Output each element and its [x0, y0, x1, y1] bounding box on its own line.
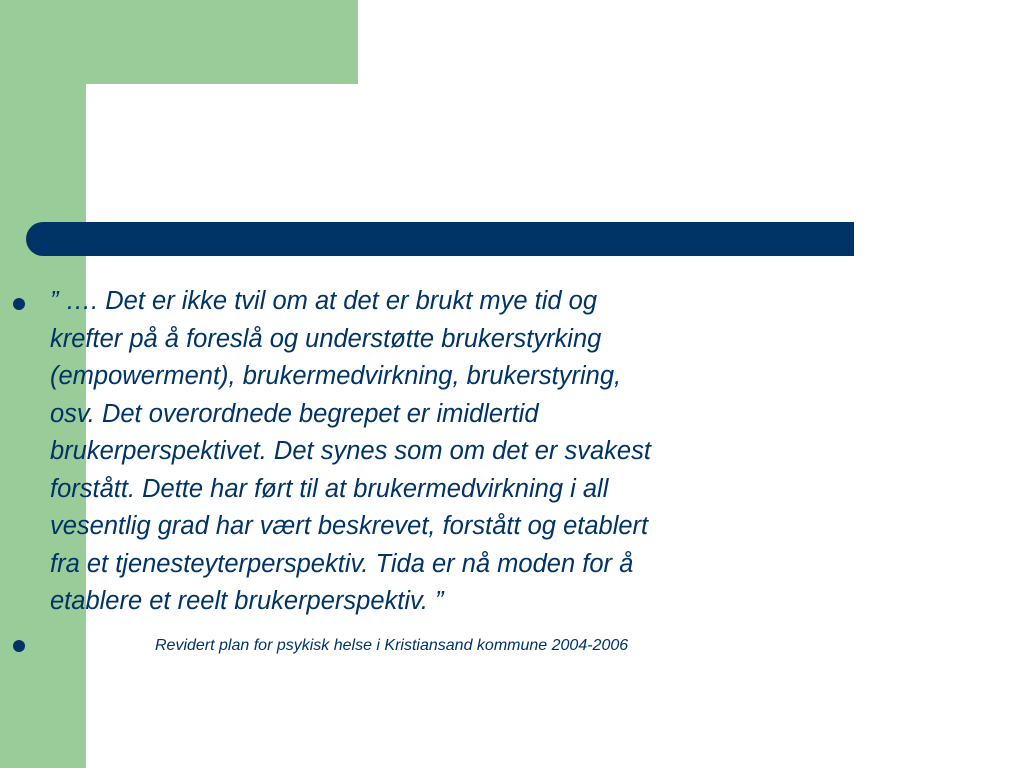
title-bar [26, 222, 854, 256]
green-top-band [0, 0, 358, 84]
quote-line: etablere et reelt brukerperspektiv. ” [50, 587, 444, 615]
quote-line: fra et tjenesteyterperspektiv. Tida er nå moden for å [50, 549, 634, 578]
quote-paragraph [50, 283, 890, 621]
quote-line: (empowerment), brukermedvirkning, brukerstyring, [50, 362, 622, 390]
quote-line: brukerperspektivet. Det synes som om det er svakest [50, 437, 651, 465]
quote-line: ” …. Det er ikke tvil om at det er brukt mye tid og [50, 287, 598, 315]
quote-line: krefter på å foreslå og understøtte brukerstyrking [50, 324, 602, 353]
source-citation: Revidert plan for psykisk helse i Kristiansand kommune 2004-2006 [155, 637, 629, 654]
quote-line: forstått. Dette har ført til at brukermedvirkning i all [50, 474, 609, 503]
rounded-corner-panel [86, 84, 386, 224]
quote-line: vesentlig grad har vært beskrevet, forstått og etablert [50, 512, 649, 540]
bullet-icon [13, 640, 25, 652]
bullet-icon [13, 298, 25, 310]
quote-line: osv. Det overordnede begrepet er imidlertid [50, 399, 539, 428]
